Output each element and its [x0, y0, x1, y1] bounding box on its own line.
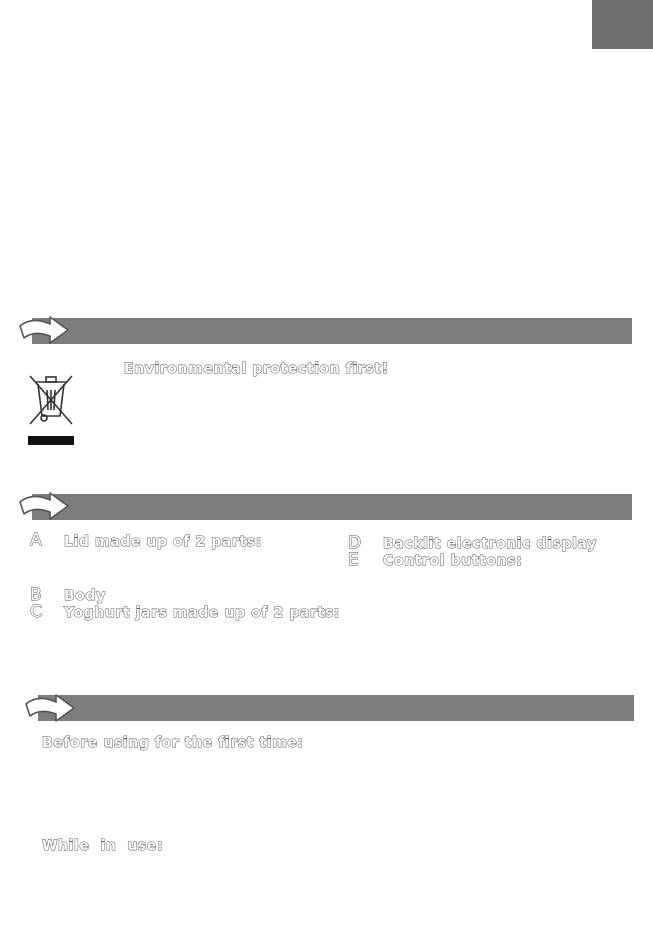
arrow-icon	[16, 312, 72, 346]
environment-heading: Environmental protection first!	[124, 361, 389, 377]
crossed-out-wheelie-bin-icon	[26, 370, 76, 446]
part-letter: A	[30, 530, 42, 550]
part-label: Lid made up of 2 parts:	[64, 534, 262, 550]
page-tab	[592, 0, 653, 49]
section-bar-parts	[32, 494, 632, 520]
before-first-use-heading: Before using for the first time:	[42, 735, 304, 751]
part-label: Backlit electronic display	[383, 536, 597, 552]
part-label: Control buttons:	[383, 553, 523, 569]
while-in-use-heading: While in use:	[42, 838, 164, 854]
arrow-icon	[22, 690, 78, 724]
section-bar-usage	[38, 695, 634, 721]
part-label: Body	[64, 588, 106, 604]
part-letter: C	[30, 602, 42, 622]
part-letter: D	[348, 533, 362, 553]
part-label: Yoghurt jars made up of 2 parts:	[64, 605, 340, 621]
arrow-icon	[16, 488, 72, 522]
part-letter: B	[30, 585, 42, 605]
section-bar-environment	[32, 318, 632, 344]
part-letter: E	[348, 550, 359, 570]
